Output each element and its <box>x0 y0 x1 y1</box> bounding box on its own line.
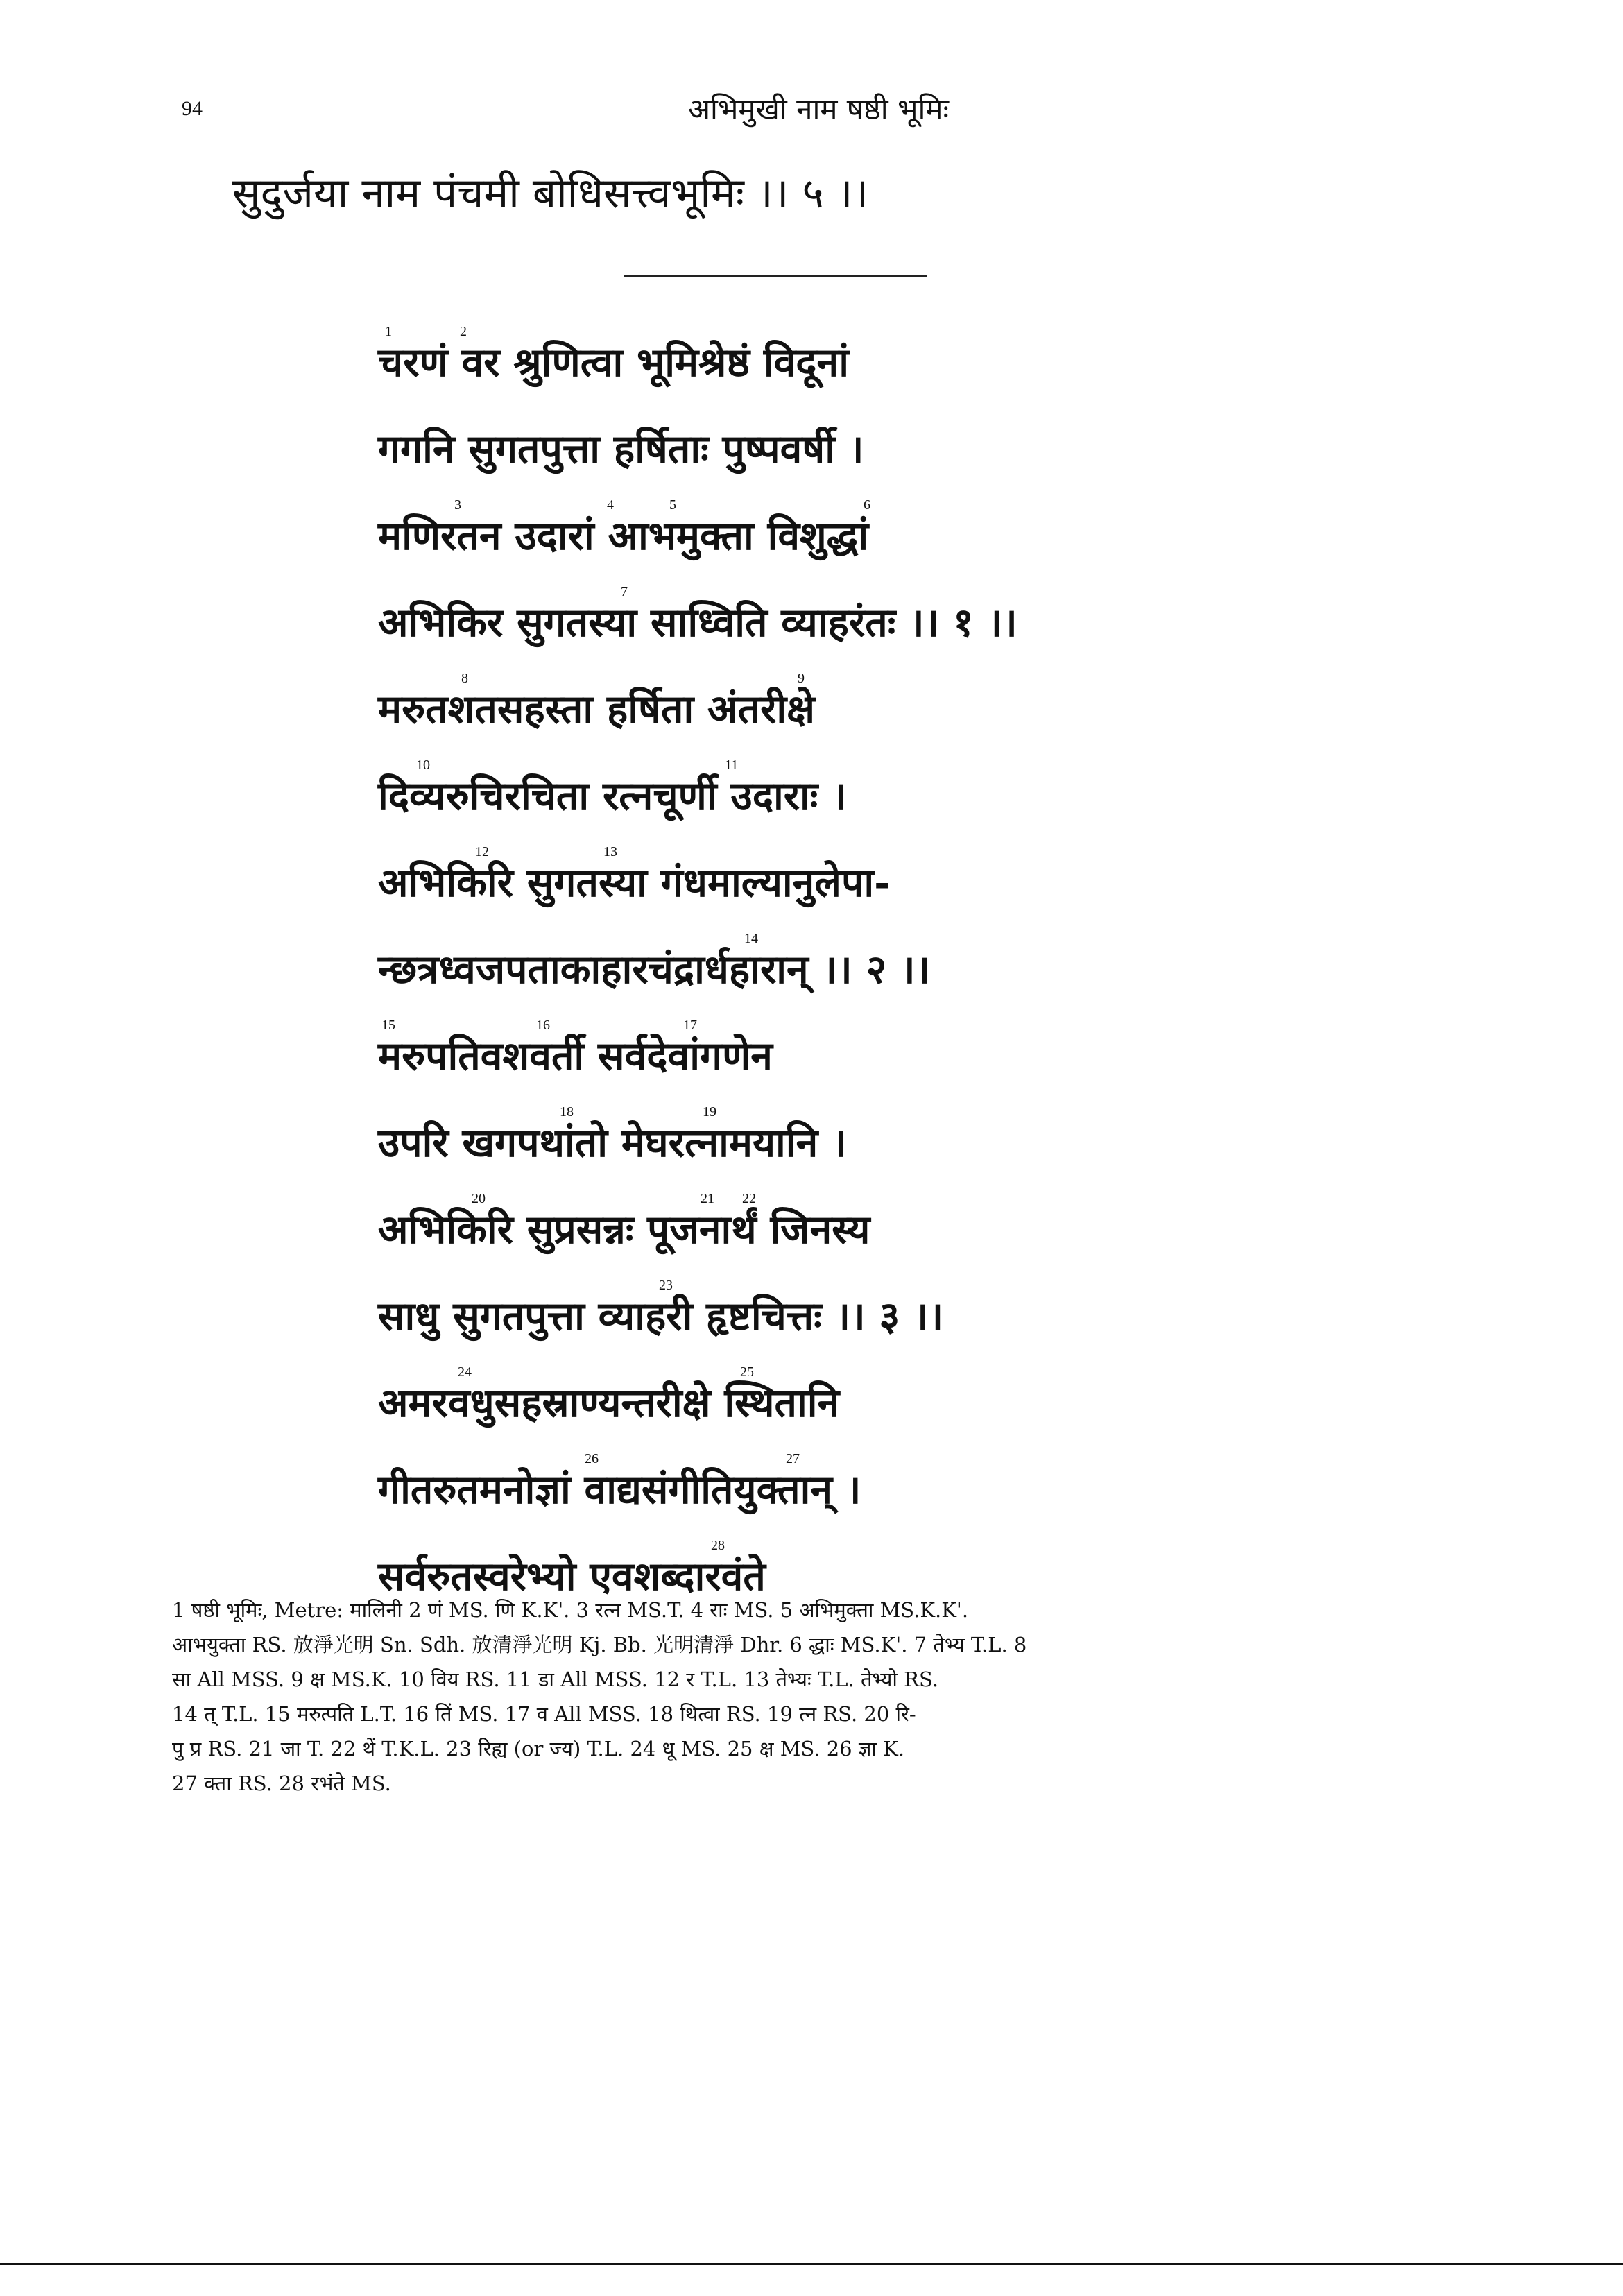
verse-text: अभिकिरि सुप्रसन्नः पूजनार्थं जिनस्य <box>378 1206 870 1253</box>
footnote-marker: 13 <box>603 844 617 859</box>
chapter-colophon: सुदुर्जया नाम पंचमी बोधिसत्त्वभूमिः ।। ५ ।। <box>232 169 869 218</box>
footnote-line: 27 क्ता RS. 28 रभंते MS. <box>172 1772 391 1795</box>
verse-line <box>378 319 1557 406</box>
footnote-line: 14 त् T.L. 15 मरुत्पति L.T. 16 तिं MS. 17 व All MSS. 18 थित्वा RS. 19 त्न RS. 20 रि- <box>172 1702 916 1726</box>
footnote-markers <box>378 1539 1557 1559</box>
verse-line <box>378 1013 1557 1099</box>
verse-line <box>378 1446 1557 1533</box>
verse-line <box>378 1186 1557 1273</box>
footnote-marker: 2 <box>460 324 467 339</box>
verse-text: मणिरतन उदारां आभमुक्ता विशुद्धां <box>378 513 869 559</box>
verse-line <box>378 926 1557 1013</box>
footnote-marker: 23 <box>659 1278 673 1293</box>
footnote-marker: 21 <box>701 1191 714 1206</box>
verse-line <box>378 1273 1557 1360</box>
footnote-markers <box>378 1018 1557 1039</box>
footnote-marker: 5 <box>669 497 676 513</box>
verse-text: मरुपतिवशवर्ती सर्वदेवांगणेन <box>378 1033 773 1079</box>
footnote-markers <box>378 585 1557 606</box>
verse-text: उपरि खगपथांतो मेघरत्नामयानि । <box>378 1120 847 1166</box>
footnote-marker: 15 <box>381 1018 395 1033</box>
footnote-marker: 17 <box>683 1018 697 1033</box>
footnote-marker: 8 <box>461 671 468 686</box>
footnote-marker: 12 <box>475 844 489 859</box>
footnote-marker: 18 <box>560 1104 574 1120</box>
footnote-markers <box>378 498 1557 519</box>
verse-line <box>378 753 1557 839</box>
verse-text: साधु सुगतपुत्ता व्याहरी हृष्टचित्तः ।। ३ ।। <box>378 1293 944 1339</box>
verse-line <box>378 1099 1557 1186</box>
footnote-markers <box>378 758 1557 779</box>
footnote-marker: 16 <box>536 1018 550 1033</box>
verse-text: न्छत्रध्वजपताकाहारचंद्रार्धहारान् ।। २ ।। <box>378 946 931 993</box>
footnote-marker: 7 <box>621 584 628 599</box>
footnote-markers <box>378 1365 1557 1386</box>
verse-block <box>378 319 1557 1620</box>
footnote-marker: 14 <box>744 931 758 946</box>
verse-text: गगनि सुगतपुत्ता हर्षिताः पुष्पवर्षी । <box>378 426 864 472</box>
footnote-markers <box>378 1452 1557 1473</box>
footnote-markers <box>378 845 1557 866</box>
footnote-line: पु प्र RS. 21 जा T. 22 थें T.K.L. 23 रिह्य (or ज्य) T.L. 24 धू MS. 25 क्ष MS. 26 ज्ञा K. <box>172 1737 905 1760</box>
verse-text: मरुतशतसहस्ता हर्षिता अंतरीक्षे <box>378 686 816 733</box>
section-divider <box>624 275 927 277</box>
footnote-marker: 11 <box>725 757 739 773</box>
footnote-markers <box>378 1192 1557 1213</box>
footnote-line: 1 षष्ठी भूमिः, Metre: मालिनी 2 णं MS. णि K.K'. 3 रत्न MS.T. 4 राः MS. 5 अभिमुक्ता MS.K.K'. <box>172 1598 969 1622</box>
verse-text: अभिकिरि सुगतस्या गंधमाल्यानुलेपा- <box>378 859 891 906</box>
verse-text: चरणं वर श्रुणित्वा भूमिश्रेष्ठं विदूनां <box>378 339 849 386</box>
verse-text: गीतरुतमनोज्ञां वाद्यसंगीतियुक्तान् । <box>378 1466 861 1513</box>
footnote-marker: 9 <box>798 671 805 686</box>
footnote-marker: 1 <box>385 324 392 339</box>
footnote-markers <box>378 1105 1557 1126</box>
footnote-markers <box>378 932 1557 952</box>
footnote-marker: 24 <box>458 1364 472 1380</box>
footnote-line: आभयुक्ता RS. 放淨光明 Sn. Sdh. 放清淨光明 Kj. Bb. 光明清淨 Dhr. 6 द्धाः MS.K'. 7 तेभ्य T.L. 8 <box>172 1633 1027 1656</box>
footnote-marker: 22 <box>742 1191 756 1206</box>
page-number: 94 <box>182 97 203 120</box>
footnote-marker: 20 <box>472 1191 486 1206</box>
verse-line <box>378 406 1557 492</box>
footnote-marker: 19 <box>703 1104 716 1120</box>
footnote-markers <box>378 325 1557 345</box>
running-title: अभिमुखी नाम षष्ठी भूमिः <box>687 92 950 126</box>
footnote-marker: 27 <box>786 1451 800 1466</box>
footnote-marker: 25 <box>740 1364 754 1380</box>
verse-line <box>378 492 1557 579</box>
verse-text: दिव्यरुचिरचिता रत्नचूर्णी उदाराः । <box>378 773 847 819</box>
verse-text: अमरवधुसहस्राण्यन्तरीक्षे स्थितानि <box>378 1380 840 1426</box>
footnote-marker: 26 <box>585 1451 599 1466</box>
footnote-line: सा All MSS. 9 क्ष MS.K. 10 विय RS. 11 डा All MSS. 12 र T.L. 13 तेभ्यः T.L. तेभ्यो RS. <box>172 1668 939 1691</box>
footnote-marker: 3 <box>454 497 461 513</box>
footnote-marker: 6 <box>864 497 870 513</box>
footnote-markers <box>378 671 1557 692</box>
footnote-marker: 28 <box>711 1538 725 1553</box>
verse-line <box>378 839 1557 926</box>
verse-line <box>378 579 1557 666</box>
verse-line <box>378 666 1557 753</box>
footnote-marker: 10 <box>416 757 430 773</box>
verse-text: अभिकिर सुगतस्या साध्विति व्याहरंतः ।। १ ।। <box>378 599 1017 646</box>
page-bottom-rule <box>0 2263 1623 2265</box>
verse-text: सर्वरुतस्वरेभ्यो एवशब्दारवंते <box>378 1553 766 1600</box>
verse-line <box>378 1360 1557 1446</box>
footnote-marker: 4 <box>607 497 614 513</box>
footnotes <box>172 1593 1372 1801</box>
footnote-markers <box>378 1278 1557 1299</box>
